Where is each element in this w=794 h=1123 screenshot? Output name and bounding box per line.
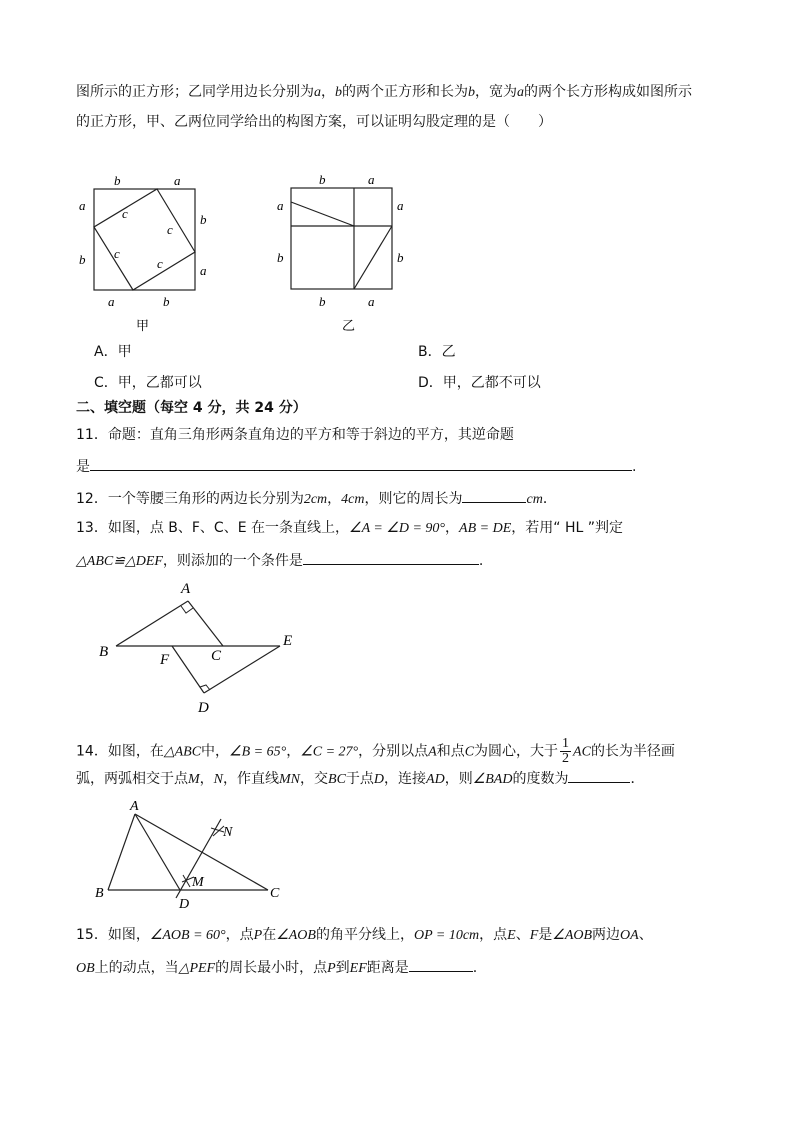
math-expr: ∠A = ∠D = 90° [349,521,446,536]
math-expr: ∠B = 65° [229,744,287,760]
math-expr: OP = 10cm [413,928,480,943]
label-a: a [368,294,375,309]
text-run: ， [321,84,335,100]
label-b: b [79,252,86,267]
text-run: ，点 [479,927,508,943]
math-var: M [188,772,200,787]
text-run: 是 [538,927,553,943]
question-number: 13． [76,520,108,536]
label-a: a [79,198,86,213]
text-run: 的度数为 [512,771,569,787]
answer-blank[interactable] [90,455,632,471]
label-c: C [270,886,280,901]
label-f: F [160,652,170,668]
q11-line2 [76,455,636,477]
text-run: ，连接 [384,771,427,787]
math-var: EF [349,961,367,976]
text-run: 如图，点 B、F、C、E 在一条直线上， [107,520,350,536]
text-run: ， [286,743,301,760]
text-run: . [472,960,478,976]
answer-blank[interactable] [409,956,473,972]
text-run: ，交 [300,771,329,787]
q13-line2 [76,549,483,572]
text-run: ，宽为 [475,84,517,100]
math-var: D [373,772,385,787]
math-expr: ∠BAD [472,772,513,787]
text-run: 在 [262,927,277,943]
text-run: 图所示的正方形；乙同学用边长分别为 [76,84,314,100]
math-var: P [327,961,336,976]
label-m: M [192,875,204,890]
text-run: ，则 [444,771,473,787]
text-run: 是 [76,459,90,475]
question-text: 命题：直角三角形两条直角边的平方和等于斜边的平方，其逆命题 [107,427,514,443]
math-var: OB [76,961,95,976]
text-run: 的角平分线上， [315,927,414,943]
math-var: E [507,928,516,943]
math-expr: △PEF [178,961,216,976]
fraction-numerator: 1 [562,736,570,751]
q14-line2 [76,767,644,790]
label-a: a [200,263,207,278]
math-expr: ∠AOB [552,928,593,943]
label-c: c [157,256,163,271]
label-n: N [223,825,233,840]
text-run: 于点 [345,771,374,787]
math-var: A [428,744,437,760]
label-b: b [163,294,170,309]
math-var: OA [620,928,639,943]
text-run: ， [327,491,342,507]
unit: cm [526,492,543,507]
math-expr: △ABC≌△DEF [76,554,163,569]
text-run: 中， [201,743,230,760]
q15-line2 [76,956,477,979]
math-expr: ∠AOB [276,928,316,943]
text-run: 弧，两弧相交于点 [76,771,188,787]
text-run: 距离是 [366,960,409,976]
label-b: b [319,172,326,187]
answer-blank[interactable] [462,487,526,503]
math-expr: ∠AOB = 60° [149,928,226,943]
question-number: 15． [76,927,108,943]
text-run: 、 [515,927,530,943]
text-run: 的长为半径画 [590,743,675,760]
text-run: 如图， [107,927,150,943]
option-a[interactable]: A．甲 [94,344,132,360]
text-run: 和点 [436,743,465,760]
math-expr: ∠C = 27° [300,744,359,760]
text-run: 如图，在 [107,743,164,760]
fraction [560,737,571,766]
figure-jia [70,168,220,338]
question-number: 12． [76,491,108,507]
label-b: b [397,250,404,265]
math-var: AC [573,744,591,760]
label-b: B [99,644,109,660]
text-run: ， [199,771,214,787]
q14-line1 [76,737,675,767]
math-var: AD [426,772,445,787]
text-run: ，若用“ HL ”判定 [511,520,623,536]
text-run: ，则添加的一个条件是 [162,553,303,569]
text-run: . [632,459,637,475]
answer-blank[interactable] [568,767,630,783]
figure-caption: 乙 [342,319,356,334]
label-b: B [95,886,104,901]
text-run: 一个等腰三角形的两边长分别为 [107,491,304,507]
math-expr: AB = DE [459,521,512,536]
label-a: a [108,294,115,309]
label-b: b [114,173,121,188]
label-a: a [368,172,375,187]
math-value: 4cm [341,492,365,507]
label-c: c [122,206,128,221]
label-b: b [200,212,207,227]
label-a: A [181,581,191,597]
label-a: A [130,799,139,814]
answer-blank[interactable] [303,549,479,565]
text-run: 的两个正方形和长为 [342,84,468,100]
q10-intro-line2: 的正方形，甲、乙两位同学给出的构图方案，可以证明勾股定理的是（ ） [76,114,552,130]
question-number: 14． [76,743,108,760]
label-c: c [114,246,120,261]
text-run: 两边 [592,927,621,943]
figure-q14 [92,798,302,913]
math-var: BC [328,772,346,787]
label-a: a [397,198,404,213]
label-d: D [198,700,209,716]
section-heading: 二、填空题（每空 4 分，共 24 分） [76,400,307,416]
math-var: a [517,85,524,100]
figure-caption: 甲 [136,319,150,334]
text-run: ，作直线 [223,771,280,787]
math-var: MN [279,772,301,787]
text-run: . [478,553,484,569]
text-run: ，则它的周长为 [364,491,463,507]
text-run: ， [445,520,460,536]
text-run: ． [542,491,557,507]
question-number: 11． [76,427,108,443]
math-var: C [464,744,475,760]
label-c: C [211,648,222,664]
math-var: N [213,772,224,787]
q10-intro-line1 [76,82,692,103]
text-run: 为圆心，大于 [474,743,559,760]
label-b: b [277,250,284,265]
label-e: E [283,633,293,649]
label-a: a [174,173,181,188]
q15-line1 [76,925,653,946]
option-c[interactable]: C．甲，乙都可以 [94,375,202,391]
label-c: c [167,222,173,237]
text-run: ，分别以点 [358,743,429,760]
math-value: 2cm [303,492,328,507]
text-run: 、 [638,927,653,943]
q13-line1 [76,518,623,539]
label-b: b [319,294,326,309]
label-d: D [179,897,190,912]
math-var: P [253,928,263,943]
text-run: ，点 [225,927,254,943]
fraction-denominator: 2 [562,751,570,766]
label-a: a [277,198,284,213]
math-var: b [335,85,342,100]
math-var: F [529,928,539,943]
math-expr: △ABC [163,744,202,760]
text-run: 的两个长方形构成如图所示 [524,84,692,100]
figure-q13 [94,576,314,721]
q11-line1 [76,425,514,445]
text-run: 到 [335,960,350,976]
text-run: 的周长最小时，点 [215,960,328,976]
text-run: 上的动点，当 [94,960,179,976]
text-run: ． [630,771,645,787]
figure-yi [272,168,422,338]
math-var: a [314,85,321,100]
q12-line [76,487,557,510]
option-b[interactable]: B．乙 [418,344,456,360]
option-d[interactable]: D．甲，乙都不可以 [418,375,541,391]
math-var: b [468,85,475,100]
